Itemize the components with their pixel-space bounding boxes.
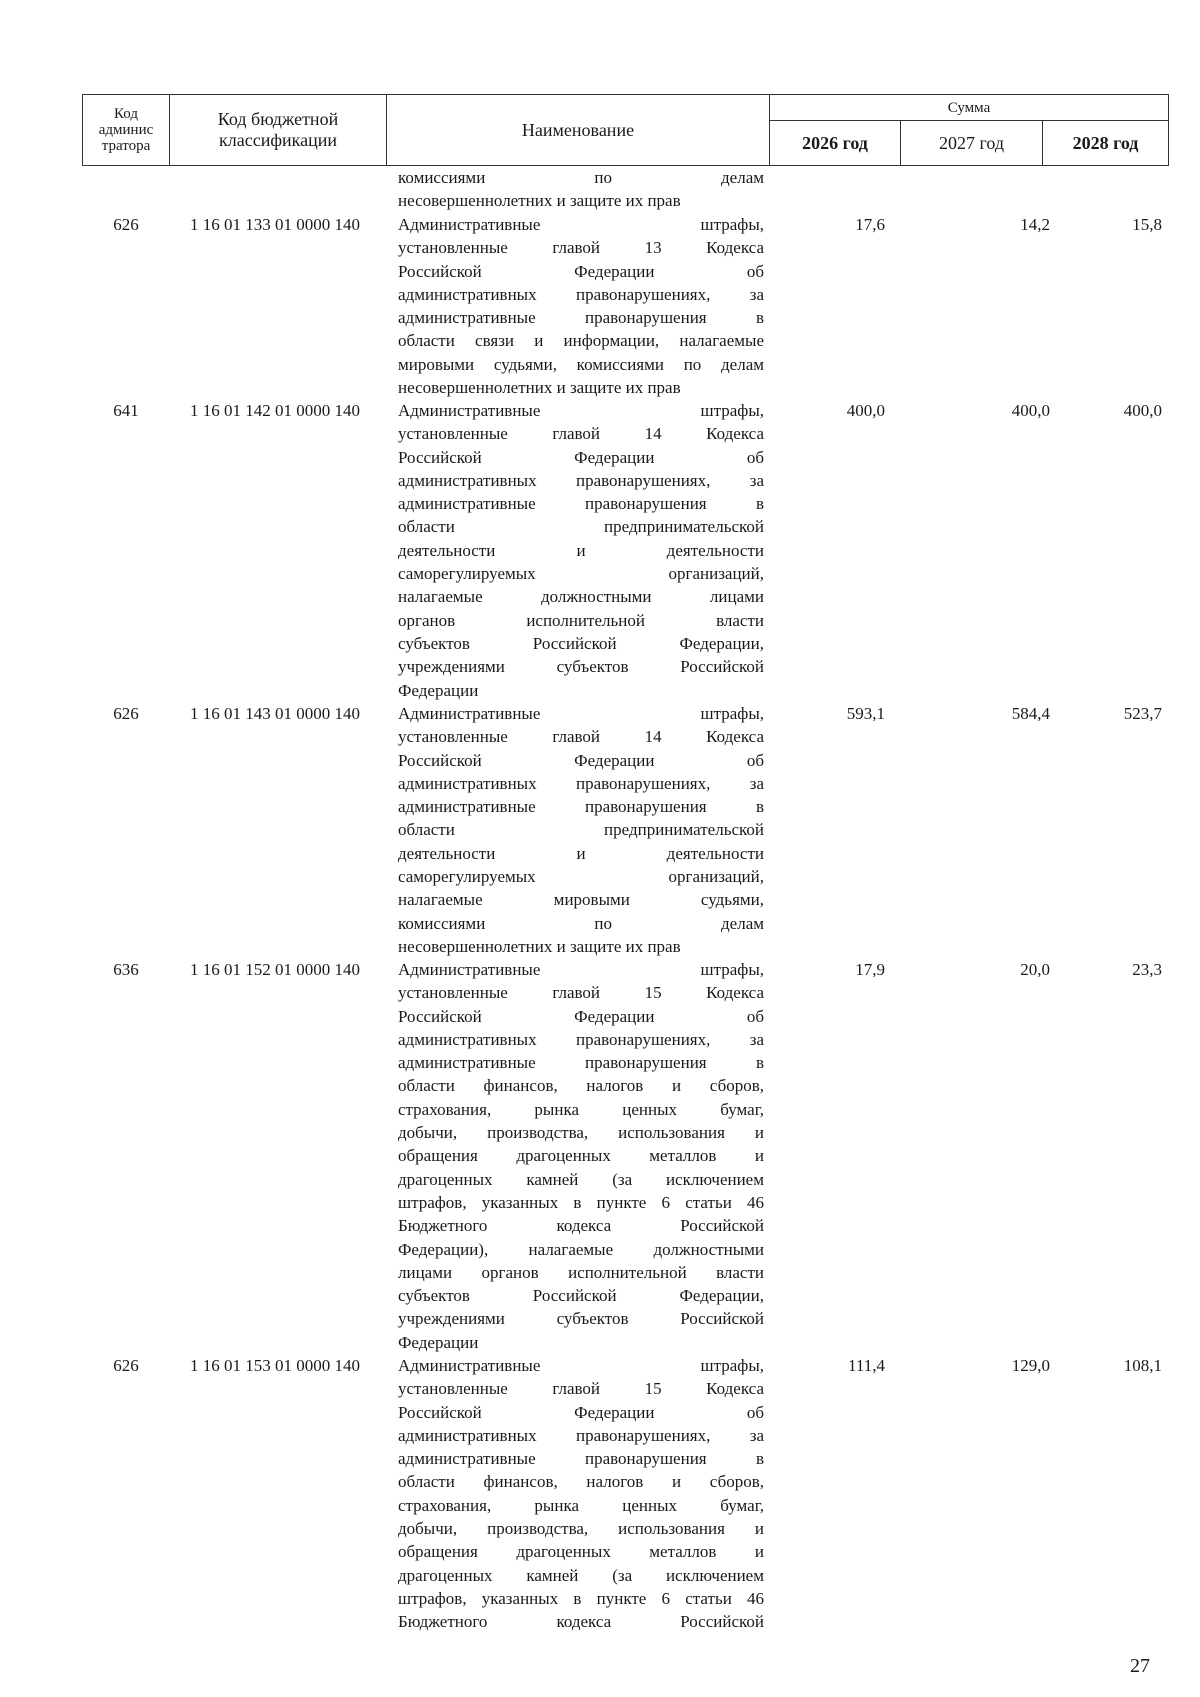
desc-line: установленные главой 14 Кодекса	[398, 424, 764, 444]
value-2027: 129,0	[1011, 1356, 1050, 1375]
value-2027: 584,4	[1011, 704, 1050, 723]
desc-line: учреждениями субъектов Российской	[398, 1309, 764, 1329]
desc-line: Федерации	[398, 1332, 479, 1352]
desc-line: саморегулируемых организаций,	[398, 867, 764, 887]
row-description	[398, 1354, 764, 1634]
header-year-2027-label: 2027 год	[938, 132, 1005, 153]
budget-code: 1 16 01 152 01 0000 140	[190, 960, 360, 979]
desc-line: Административные штрафы,	[398, 704, 764, 723]
desc-line: несовершеннолетних и защите их прав	[398, 936, 681, 956]
value-2026: 17,6	[855, 215, 885, 234]
desc-line: административные правонарушения в	[398, 797, 764, 817]
desc-line: налагаемые мировыми судьями,	[398, 890, 764, 910]
value-2027: 14,2	[1020, 215, 1050, 234]
desc-line: драгоценных камней (за исключением	[398, 1565, 764, 1585]
header-year-2028	[1042, 120, 1169, 166]
header-year-2028-label: 2028 год	[1072, 132, 1139, 153]
budget-code: 1 16 01 153 01 0000 140	[190, 1356, 360, 1375]
budget-code: 1 16 01 133 01 0000 140	[190, 215, 360, 234]
desc-line: области предпринимательской	[398, 517, 764, 537]
desc-line: административные правонарушения в	[398, 1449, 764, 1469]
header-budget-code-line-1: Код бюджетной	[217, 109, 339, 129]
desc-line: несовершеннолетних и защите их прав	[398, 378, 681, 398]
header-admin-code	[82, 94, 170, 166]
desc-line: страхования, рынка ценных бумаг,	[398, 1495, 764, 1515]
header-year-2027	[900, 120, 1043, 166]
desc-line: установленные главой 14 Кодекса	[398, 727, 764, 747]
header-budget-code	[169, 94, 387, 166]
desc-line: саморегулируемых организаций,	[398, 564, 764, 584]
value-2026: 400,0	[846, 401, 885, 420]
header-name-label: Наименование	[521, 119, 635, 140]
desc-line: деятельности и деятельности	[398, 843, 764, 863]
row-description	[398, 399, 764, 702]
desc-line: обращения драгоценных металлов и	[398, 1146, 764, 1166]
value-2028: 523,7	[1123, 704, 1162, 723]
desc-line: добычи, производства, использования и	[398, 1519, 764, 1539]
desc-line: административные правонарушения в	[398, 308, 764, 328]
desc-line: обращения драгоценных металлов и	[398, 1542, 764, 1562]
admin-code: 626	[113, 704, 139, 723]
header-admin-line-3: тратора	[101, 138, 151, 154]
value-2028: 108,1	[1123, 1356, 1162, 1375]
desc-line: учреждениями субъектов Российской	[398, 657, 764, 677]
desc-line: лицами органов исполнительной власти	[398, 1262, 764, 1282]
desc-line: установленные главой 15 Кодекса	[398, 1379, 764, 1399]
admin-code: 626	[113, 1356, 139, 1375]
desc-line: субъектов Российской Федерации,	[398, 1286, 764, 1306]
admin-code: 626	[113, 215, 139, 234]
desc-line: Российской Федерации об	[398, 1402, 764, 1422]
desc-line: Российской Федерации об	[398, 750, 764, 770]
desc-line: несовершеннолетних и защите их прав	[398, 191, 681, 211]
desc-line: административные правонарушения в	[398, 1053, 764, 1073]
admin-code: 636	[113, 960, 139, 979]
desc-line: Федерации), налагаемые должностными	[398, 1239, 764, 1259]
desc-line: Административные штрафы,	[398, 215, 764, 234]
value-2026: 593,1	[846, 704, 885, 723]
desc-line: добычи, производства, использования и	[398, 1123, 764, 1143]
desc-line: административных правонарушениях, за	[398, 470, 764, 490]
value-2027: 20,0	[1020, 960, 1050, 979]
desc-line: субъектов Российской Федерации,	[398, 633, 764, 653]
value-2028: 23,3	[1132, 960, 1162, 979]
desc-line: налагаемые должностными лицами	[398, 587, 764, 607]
admin-code: 641	[113, 401, 139, 420]
desc-line: установленные главой 15 Кодекса	[398, 983, 764, 1003]
header-admin-line-2: админис	[98, 122, 154, 138]
continuation-text	[398, 166, 764, 213]
desc-line: Российской Федерации об	[398, 261, 764, 281]
row-description	[398, 213, 764, 399]
desc-line: установленные главой 13 Кодекса	[398, 238, 764, 258]
desc-line: Административные штрафы,	[398, 1356, 764, 1375]
desc-line: мировыми судьями, комиссиями по делам	[398, 354, 764, 374]
desc-line: комиссиями по делам	[398, 913, 764, 933]
desc-line: области связи и информации, налагаемые	[398, 331, 764, 351]
desc-line: области предпринимательской	[398, 820, 764, 840]
header-sum	[769, 94, 1169, 121]
desc-line: Бюджетного кодекса Российской	[398, 1216, 764, 1236]
desc-line: Российской Федерации об	[398, 1006, 764, 1026]
desc-line: штрафов, указанных в пункте 6 статьи 46	[398, 1192, 764, 1212]
row-description	[398, 958, 764, 1354]
desc-line: административных правонарушениях, за	[398, 1425, 764, 1445]
desc-line: административных правонарушениях, за	[398, 773, 764, 793]
header-year-2026	[769, 120, 901, 166]
value-2026: 17,9	[855, 960, 885, 979]
desc-line: Административные штрафы,	[398, 401, 764, 420]
desc-line: административных правонарушениях, за	[398, 1029, 764, 1049]
budget-code: 1 16 01 143 01 0000 140	[190, 704, 360, 723]
desc-line: административных правонарушениях, за	[398, 284, 764, 304]
page-number: 27	[1130, 1655, 1150, 1677]
budget-code: 1 16 01 142 01 0000 140	[190, 401, 360, 420]
row-description	[398, 702, 764, 958]
value-2028: 15,8	[1132, 215, 1162, 234]
value-2028: 400,0	[1123, 401, 1162, 420]
desc-line: органов исполнительной власти	[398, 610, 764, 630]
desc-line: Бюджетного кодекса Российской	[398, 1612, 764, 1632]
desc-line: комиссиями по делам	[398, 168, 764, 187]
desc-line: драгоценных камней (за исключением	[398, 1169, 764, 1189]
desc-line: Административные штрафы,	[398, 960, 764, 979]
header-sum-label: Сумма	[947, 99, 991, 116]
value-2026: 111,4	[848, 1356, 885, 1375]
desc-line: штрафов, указанных в пункте 6 статьи 46	[398, 1588, 764, 1608]
desc-line: области финансов, налогов и сборов,	[398, 1472, 764, 1492]
desc-line: административные правонарушения в	[398, 494, 764, 514]
desc-line: деятельности и деятельности	[398, 540, 764, 560]
desc-line: Российской Федерации об	[398, 447, 764, 467]
header-budget-code-line-2: классификации	[219, 130, 337, 150]
desc-line: области финансов, налогов и сборов,	[398, 1076, 764, 1096]
header-name	[386, 94, 770, 166]
desc-line: Федерации	[398, 680, 479, 700]
header-year-2026-label: 2026 год	[802, 132, 868, 153]
desc-line: страхования, рынка ценных бумаг,	[398, 1099, 764, 1119]
header-admin-line-1: Код	[114, 106, 138, 122]
value-2027: 400,0	[1011, 401, 1050, 420]
